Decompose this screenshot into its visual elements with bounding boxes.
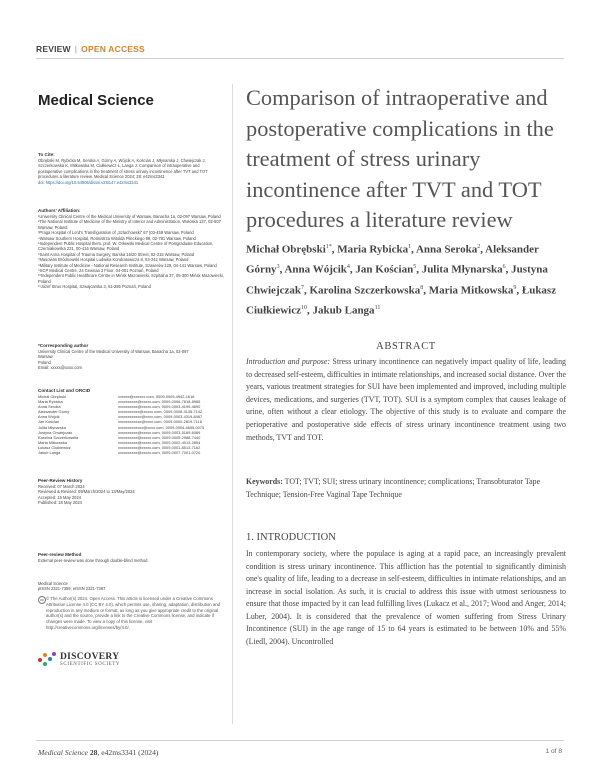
contact-name: Jakub Langa: [38, 450, 61, 456]
cite-text: Obrębski M, Rybicka M, Seroka A, Górny A, Wójcik A, Kościan J, Młynarska J, Chwiejczak J, Szczerkowska K, Mitkowska M, Ciułkiewicz Ł, Langa J. Comparison of intraoperative and postoperative complications in the treatment of stress urinary incontinence after TVT and TOT procedures a literature review. Medical Science 2024; 28: e42ms3341: [38, 158, 208, 180]
publisher-logo: [38, 652, 120, 668]
history-line: Accepted: 15 May 2024: [38, 494, 82, 500]
author-name: Aleksander Górny: [246, 243, 539, 276]
peer-heading: Peer-review Method: [38, 552, 82, 557]
affiliation-item: ⁸Military Institute of Medicine - National Research Institute, Szaserów 128, 04-141 Warsaw, Poland: [38, 262, 217, 268]
contact-name: Maria Rybicka: [38, 399, 63, 405]
peer-review-history: [38, 478, 224, 506]
publisher-name: DISCOVERY: [60, 652, 120, 662]
author-affiliation-marker: 6: [502, 264, 506, 271]
corresponding-author-block: [38, 343, 224, 371]
contact-email-orcid[interactable]: xxxxxx@xxxxxx.com, 0009-0005-4942-1616: [118, 394, 195, 399]
corresp-line: Poland: [38, 359, 51, 365]
affiliation-item: ¹University Clinical Centre of the Medical University of Warsaw, Banacha 1a, 02-097 Warsaw, Poland: [38, 214, 221, 219]
contact-name: Maria Mitkowska: [38, 439, 67, 445]
author-name: Anna Seroka: [415, 243, 478, 256]
affiliation-item: ²The National Institute of Medicine of the Ministry of Interior and Administration, Wołoska 137, 02-507 Warsaw, Poland: [38, 219, 221, 230]
contact-email-orcid[interactable]: xxxxxxxxxx@xxxxx.com, 0009-0005-2988-7440: [118, 434, 201, 440]
contact-name: Anna Seroka: [38, 404, 61, 410]
affiliation-item: ⁷Masovian Bródnowski Hospital Ludwika Kondratowicza 8, 03-242 Warsaw, Poland: [38, 257, 189, 263]
affiliations-block: [38, 208, 224, 290]
contact-name: Karolina Szczerkowska: [38, 434, 79, 440]
abstract-body: Stress urinary incontinence can negatively impact quality of life, leading to decreased self-esteem, difficulties in intimate relationships, and increased social distance. Over the years, various treatment strategies for SUI have been implemented and improved, including multiple devices, medications, and surgeries (TVT, TOT). SUI is a symptom complex that causes leakage of urine, often without a clear etiology. The objective of this study is to evaluate and compare the perioperative and postoperative side effects of stress urinary incontinence treatment using two methods, TVT and TOT.: [246, 357, 566, 442]
author-affiliation-marker: 10: [301, 304, 307, 311]
abstract-text: [246, 356, 566, 444]
contact-name: Aleksander Górny: [38, 409, 70, 415]
contact-name: Jan Kościan: [38, 419, 60, 425]
contact-email-orcid[interactable]: xxxxxxxxxx@xxxxx.com, 0009-0006-7818-8985: [118, 399, 201, 405]
separator: |: [74, 44, 78, 54]
affiliation-item: ⁶Saint Anna Hospital of Trauma Surgery, Barska 16/20 Street, 02-315 Warsaw, Poland: [38, 251, 195, 257]
history-heading: Peer-Review History: [38, 478, 83, 483]
author-name: Jakub Langa: [312, 304, 375, 317]
introduction-heading: 1. INTRODUCTION: [246, 532, 336, 543]
footer-id: , e42ms3341 (2024): [97, 748, 159, 757]
author-name: Anna Wójcik: [284, 263, 347, 276]
footer-journal: Medical Science: [38, 748, 88, 757]
affiliation-item: ⁹SCP Medical Centre, 24 Cewnaa 3 Floor, 04-001 Poznań, Poland: [38, 268, 159, 274]
contact-email-orcid[interactable]: xxxxxxxxxx@xxxxx.com, 0009-0003-4199-4690: [118, 404, 201, 410]
keywords-text: TOT; TVT; SUI; stress urinary incontinence; complications; Transobturator Tape Technique; Tension-Free Vaginal Tape Technique: [246, 477, 541, 499]
corresp-email[interactable]: Email: xxxxx@xxxx.com: [38, 365, 82, 371]
publisher-subtitle: SCIENTIFIC SOCIETY: [60, 662, 121, 667]
author-name: Michał Obrębski: [246, 243, 326, 256]
review-label: REVIEW: [36, 44, 71, 54]
footer-volume: 28: [89, 748, 98, 757]
contact-email-orcid[interactable]: xxxxxxxxxxx@xxxxx.com, 0009-0008-4135-7142: [118, 409, 203, 415]
author-name: Jan Kościan: [355, 263, 414, 276]
contact-email-orcid[interactable]: xxxxxxxxxx@xxxxx.com, 0009-0002-4013-2894: [118, 439, 201, 445]
author-affiliation-marker: 3: [276, 264, 280, 271]
author-affiliation-marker: 2: [477, 244, 481, 250]
corresp-heading: *Corresponding author: [38, 343, 89, 348]
journal-issn-block: [38, 581, 224, 592]
issn: pISSN 2321-7359; eISSN 2321-7367: [38, 586, 106, 592]
orcid-heading: Contact List and ORCID: [38, 388, 91, 393]
peer-text: External peer-review was done through double-blind method.: [38, 558, 149, 563]
author-affiliation-marker: 4: [346, 264, 350, 271]
contact-name: Justyna Chwiejczak: [38, 429, 73, 435]
peer-review-method: [38, 552, 224, 563]
contact-email-orcid[interactable]: xxxxxxxxxx@xxxxx.com, 0009-0007-7001-0720: [118, 450, 201, 456]
affiliation-item: ⁴Warsaw Southern Hospital, Rotmistrza Witolda Pileckiego 99, 02-781 Warsaw, Poland: [38, 235, 196, 241]
history-line: Received: 07 March 2024: [38, 484, 85, 489]
cite-heading: To Cite:: [38, 152, 55, 157]
corresp-line: Warsaw: [38, 354, 53, 360]
affiliation-item: ¹⁰Independent Public Healthcare Centre in Mińsk Mazowiecki, Szpitalna 37, 05-300 Mińsk Mazowiecki, Poland: [38, 273, 224, 284]
history-line: Published: 18 May 2024: [38, 500, 82, 506]
affiliation-item: ¹¹Józef Strus Hospital, Szwajcarska 3, 61-285 Poznań, Poland: [38, 284, 151, 290]
doi-link[interactable]: doi: https://doi.org/10.54905/disssi.v28i147.e42ms3341: [38, 179, 139, 185]
column-divider: [232, 84, 233, 724]
journal-name: Medical Science: [38, 92, 154, 109]
corresp-line: University Clinical Centre of the Medical University of Warsaw, Banacha 1a, 02-097: [38, 349, 189, 354]
creative-commons-icon: cc: [38, 596, 46, 604]
orcid-block: [38, 388, 224, 455]
author-affiliation-marker: 9: [513, 284, 517, 291]
contact-email-orcid[interactable]: xxxxxxxxxx@xxxxx.com, 0009-0003-5169-6089: [118, 429, 201, 435]
author-list: Michał Obrębski$^{1*}$, Maria Rybicka$^1$, Anna Seroka$^2$, Aleksander Górny$^3$, Anna Wójcik$^4$, Jan Kościan$^5$, Julita Młynarska$^6$, Justyna Chwiejczak$^7$, Karolina Szczerkowska$^8$, Maria Mitkowska$^9$, Łukasz Ciułkiewicz$^{10}$, Jakub Langa$^{11}$: [246, 243, 557, 317]
history-line: Reviewed & Revised: 09/March/2024 to 13/May/2024: [38, 489, 135, 495]
author-affiliation-marker: 5: [413, 264, 417, 271]
author-name: Maria Mitkowska: [428, 284, 514, 297]
author-name: Karolina Szczerkowska: [309, 284, 421, 297]
top-divider: [36, 58, 564, 59]
discovery-logo-icon: [38, 652, 56, 668]
contact-name: Julita Młynarska: [38, 424, 66, 430]
abstract-heading: ABSTRACT: [376, 341, 436, 352]
citation-block: [38, 152, 224, 185]
abstract-lead: Introduction and purpose:: [246, 357, 330, 366]
contact-row: [38, 450, 224, 455]
article-type-bar: [36, 44, 145, 54]
journal-small-name: Medical Science: [38, 581, 68, 586]
author-name: Łukasz Ciułkiewicz: [246, 284, 557, 317]
author-affiliation-marker: 7: [301, 284, 304, 291]
contact-email-orcid[interactable]: xxxxxxxxxx@xxxxx.com, 0009-0001-8513-7162: [118, 444, 201, 450]
license-text: © The Author(s) 2024. Open Access. This article is licensed under a Creative Commons Attribution License 4.0 (CC BY 4.0), which permits use, sharing, adaptation, distribution and reproduction in any medium or format, as long as you give appropriate credit to the original author(s) and the source, provide a link to the Creative Commons license, and indicate if changes were made. To view a copy of this license, visit http://creativecommons.org/licenses/by/4.0/.: [46, 596, 221, 630]
bottom-divider: [36, 740, 564, 741]
author-name: Julita Młynarska: [421, 263, 503, 276]
article-title: Comparison of intraoperative and postoperative complications in the treatment of stress urinary incontinence after TVT and TOT procedures a literature review: [246, 85, 554, 232]
contact-email-orcid[interactable]: xxxxxxxxxxxx@xxxx.com, 0009-0003-4319-8467: [118, 414, 203, 420]
introduction-text: In contemporary society, where the populace is aging at a rapid pace, an increasingly prevalent condition is stress urinary incontinence. This affliction has the potential to significantly diminish one's quality of life, leading to a decrease in self-esteem, difficulties in intimate relationships, and an increase in social isolation. As such, it is crucial to address this issue with utmost seriousness to ensure that those impacted by it can lead fulfilling lives (Lukacz et al., 2017; Wood and Anger, 2014; Luber, 2004). It is considered that the prevalence of women suffering from Stress Urinary Incontinence (SUI) in the age range of 15 to 64 years is estimated to be between 10% and 55% (Liedl, 2004). Uncontrolled: [246, 549, 566, 646]
contact-name: Michał Obrębski: [38, 394, 66, 399]
footer-citation: [38, 748, 158, 757]
author-name: Maria Rybicka: [337, 243, 409, 256]
author-affiliation-marker: 1: [408, 244, 412, 250]
open-access-label: OPEN ACCESS: [81, 44, 145, 54]
author-affiliation-marker: 8: [420, 284, 424, 291]
keywords-label: Keywords:: [246, 477, 283, 486]
contact-email-orcid[interactable]: xxxxxxxxxxxxx@xxxx.com, 0009-0004-4655-0075: [118, 424, 205, 430]
page-number: 1 of 8: [545, 748, 562, 755]
contact-name: Łukasz Ciułkiewicz: [38, 444, 71, 450]
author-affiliation-marker: 11: [374, 304, 381, 311]
keywords: [246, 476, 566, 501]
author-affiliation-marker: 1*: [325, 244, 332, 250]
author-name: Justyna Chwiejczak: [246, 263, 548, 297]
affil-heading: Authors' Affiliation:: [38, 208, 81, 213]
contact-name: Anna Wójcik: [38, 414, 60, 420]
contact-email-orcid[interactable]: xxxxxxxxxxxx@xxxx.com, 0009-0000-2819-7116: [118, 419, 202, 425]
affiliation-item: ⁵Independent Public Hospital them. prof. W. Orłowski Medical Centre of Postgraduate Education, Czerniakowska 231, 00-416 Warsaw, Poland: [38, 241, 214, 252]
affiliation-item: ³Praga Hospital of Lord's Transfiguration of „Szlachowski" 67 (03-459 Warsaw, Poland: [38, 230, 194, 236]
